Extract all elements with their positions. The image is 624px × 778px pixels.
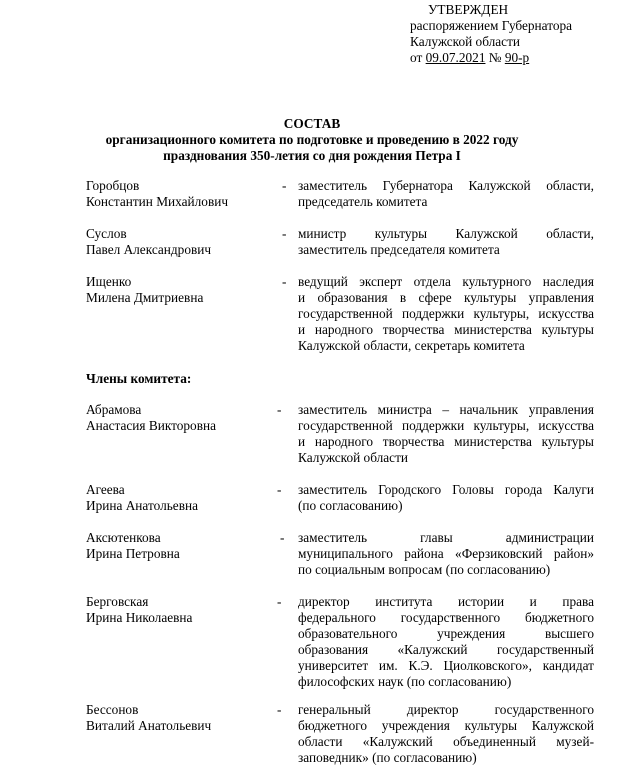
dash: - bbox=[282, 274, 287, 289]
role-line: директор института истории и права bbox=[298, 594, 594, 609]
role-line: ведущий эксперт отдела культурного наследия bbox=[298, 274, 594, 289]
role-line: и образования в сфере культуры управления bbox=[298, 290, 594, 305]
person-name bbox=[86, 482, 276, 514]
title-line: СОСТАВ bbox=[283, 116, 341, 131]
dash: - bbox=[277, 482, 282, 497]
person-name bbox=[86, 178, 276, 210]
role-line: по социальным вопросам (по согласованию) bbox=[298, 562, 551, 577]
role-line: (по согласованию) bbox=[298, 498, 403, 513]
dash: - bbox=[277, 402, 282, 417]
role-line: заместитель министра – начальник управления bbox=[298, 402, 594, 417]
given-names: Милена Дмитриевна bbox=[86, 290, 204, 305]
person-role bbox=[298, 402, 594, 466]
role-line: заповедник» (по согласованию) bbox=[298, 750, 477, 765]
surname: Аксютенкова bbox=[86, 530, 161, 545]
role-line: заместитель главы администрации bbox=[298, 530, 594, 545]
surname: Суслов bbox=[86, 226, 127, 241]
role-line: заместитель Городского Головы города Калуги bbox=[298, 482, 594, 497]
role-line: университет им. К.Э. Циолковского», кандидат bbox=[298, 658, 594, 673]
title-line: празднования 350-летия со дня рождения Петра I bbox=[163, 148, 461, 163]
approval-date-line bbox=[410, 50, 620, 66]
role-line: федерального государственного бюджетного bbox=[298, 610, 594, 625]
surname: Берговская bbox=[86, 594, 149, 609]
dash: - bbox=[280, 530, 285, 545]
document-title bbox=[0, 116, 624, 164]
approval-heading: УТВЕРЖДЕН bbox=[428, 2, 509, 17]
title-line: организационного комитета по подготовке и проведению в 2022 году bbox=[105, 132, 519, 147]
person-role bbox=[298, 530, 594, 578]
dash: - bbox=[282, 178, 287, 193]
person-role bbox=[298, 178, 594, 210]
person-role bbox=[298, 702, 594, 766]
given-names: Виталий Анатольевич bbox=[86, 718, 212, 733]
role-line: муниципального района «Ферзиковский район» bbox=[298, 546, 594, 561]
role-line: философских наук (по согласованию) bbox=[298, 674, 512, 689]
surname: Агеева bbox=[86, 482, 125, 497]
given-names: Ирина Николаевна bbox=[86, 610, 193, 625]
role-line: председатель комитета bbox=[298, 194, 428, 209]
given-names: Павел Александрович bbox=[86, 242, 212, 257]
role-line: заместитель Губернатора Калужской области, bbox=[298, 178, 594, 193]
role-line: и народного творчества министерства культуры bbox=[298, 434, 594, 449]
person-role bbox=[298, 482, 594, 514]
role-line: образования «Калужский государственный bbox=[298, 642, 594, 657]
surname: Ищенко bbox=[86, 274, 132, 289]
from-label: от bbox=[410, 50, 423, 65]
role-line: и народного творчества министерства культуры bbox=[298, 322, 594, 337]
given-names: Ирина Петровна bbox=[86, 546, 180, 561]
approval-date: 09.07.2021 bbox=[425, 50, 486, 65]
dash: - bbox=[277, 702, 282, 717]
role-line: министр культуры Калужской области, bbox=[298, 226, 594, 241]
role-line: бюджетного учреждения культуры Калужской bbox=[298, 718, 594, 733]
dash: - bbox=[277, 594, 282, 609]
approval-line: Калужской области bbox=[410, 34, 520, 49]
role-line: заместитель председателя комитета bbox=[298, 242, 500, 257]
approval-number: 90-р bbox=[504, 50, 530, 65]
approval-line: распоряжением Губернатора bbox=[410, 18, 573, 33]
person-name bbox=[86, 530, 276, 562]
person-name bbox=[86, 594, 276, 626]
person-role bbox=[298, 594, 594, 690]
given-names: Ирина Анатольевна bbox=[86, 498, 198, 513]
role-line: генеральный директор государственного bbox=[298, 702, 594, 717]
surname: Абрамова bbox=[86, 402, 142, 417]
role-line: государственной поддержки культуры, искусства bbox=[298, 418, 594, 433]
person-name bbox=[86, 702, 276, 734]
role-line: образовательного учреждения высшего bbox=[298, 626, 594, 641]
given-names: Анастасия Викторовна bbox=[86, 418, 217, 433]
number-sign: № bbox=[488, 50, 502, 65]
surname: Бессонов bbox=[86, 702, 139, 717]
dash: - bbox=[282, 226, 287, 241]
role-line: государственной поддержки культуры, искусства bbox=[298, 306, 594, 321]
role-line: области «Калужский объединенный музей- bbox=[298, 734, 594, 749]
given-names: Константин Михайлович bbox=[86, 194, 229, 209]
approval-stamp bbox=[410, 2, 620, 66]
role-line: Калужской области, секретарь комитета bbox=[298, 338, 525, 353]
person-role bbox=[298, 226, 594, 258]
members-heading: Члены комитета: bbox=[86, 371, 192, 386]
person-name bbox=[86, 226, 276, 258]
person-name bbox=[86, 274, 276, 306]
person-role bbox=[298, 274, 594, 354]
surname: Горобцов bbox=[86, 178, 140, 193]
role-line: Калужской области bbox=[298, 450, 408, 465]
person-name bbox=[86, 402, 276, 434]
